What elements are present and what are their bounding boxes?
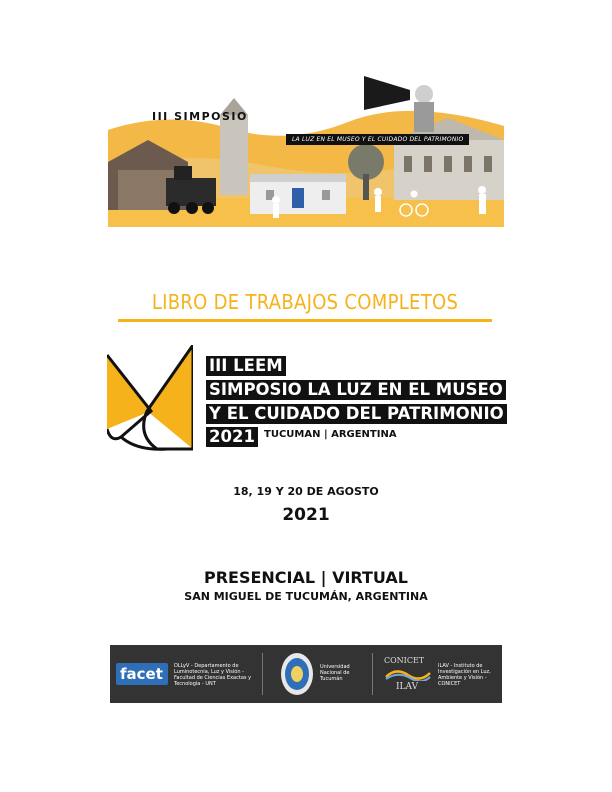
header-banner: [108, 70, 504, 227]
event-mode: PRESENCIAL | VIRTUAL: [203, 568, 408, 587]
book-title: LIBRO DE TRABAJOS COMPLETOS: [151, 290, 459, 314]
event-year: 2021: [282, 505, 330, 525]
conicet-logo: CONICET: [384, 656, 425, 665]
footer-divider: [262, 653, 263, 695]
logo-line-year: 2021: [206, 427, 258, 447]
unt-description: Universidad Nacional de Tucumán: [320, 664, 350, 682]
unt-seal-logo: [280, 652, 314, 696]
logo-line-symposium: SIMPOSIO LA LUZ EN EL MUSEO: [206, 380, 506, 400]
facet-logo-text: facet: [120, 665, 163, 683]
facet-logo: [116, 663, 168, 685]
event-place: SAN MIGUEL DE TUCUMÁN, ARGENTINA: [184, 590, 428, 603]
ilav-wave-icon: [384, 667, 432, 681]
event-dates: 18, 19 Y 20 DE AGOSTO: [233, 485, 379, 498]
ilav-logo: ILAV: [396, 682, 419, 692]
dllyv-description: DLLyV - Departamento de Luminotecnia, Luz y Visión - Facultad de Ciencias Exactas y Tecnología - UNT: [174, 663, 252, 687]
leem-logo-mark: [107, 345, 193, 455]
logo-line-heritage: Y EL CUIDADO DEL PATRIMONIO: [206, 404, 507, 424]
banner-collage-image: [108, 70, 504, 227]
banner-subtitle-strip: LA LUZ EN EL MUSEO Y EL CUIDADO DEL PATRIMONIO: [286, 134, 469, 145]
banner-series-title: III SIMPOSIO: [152, 110, 248, 123]
footer-divider: [372, 653, 373, 695]
title-underline: [118, 319, 492, 322]
logo-location: TUCUMAN | ARGENTINA: [264, 429, 397, 440]
logo-line-leem: III LEEM: [206, 356, 286, 376]
institutions-footer: [110, 645, 502, 703]
ilav-description: ILAV - Instituto de Investigación en Luz, Ambiente y Visión - CONICET: [438, 663, 491, 687]
